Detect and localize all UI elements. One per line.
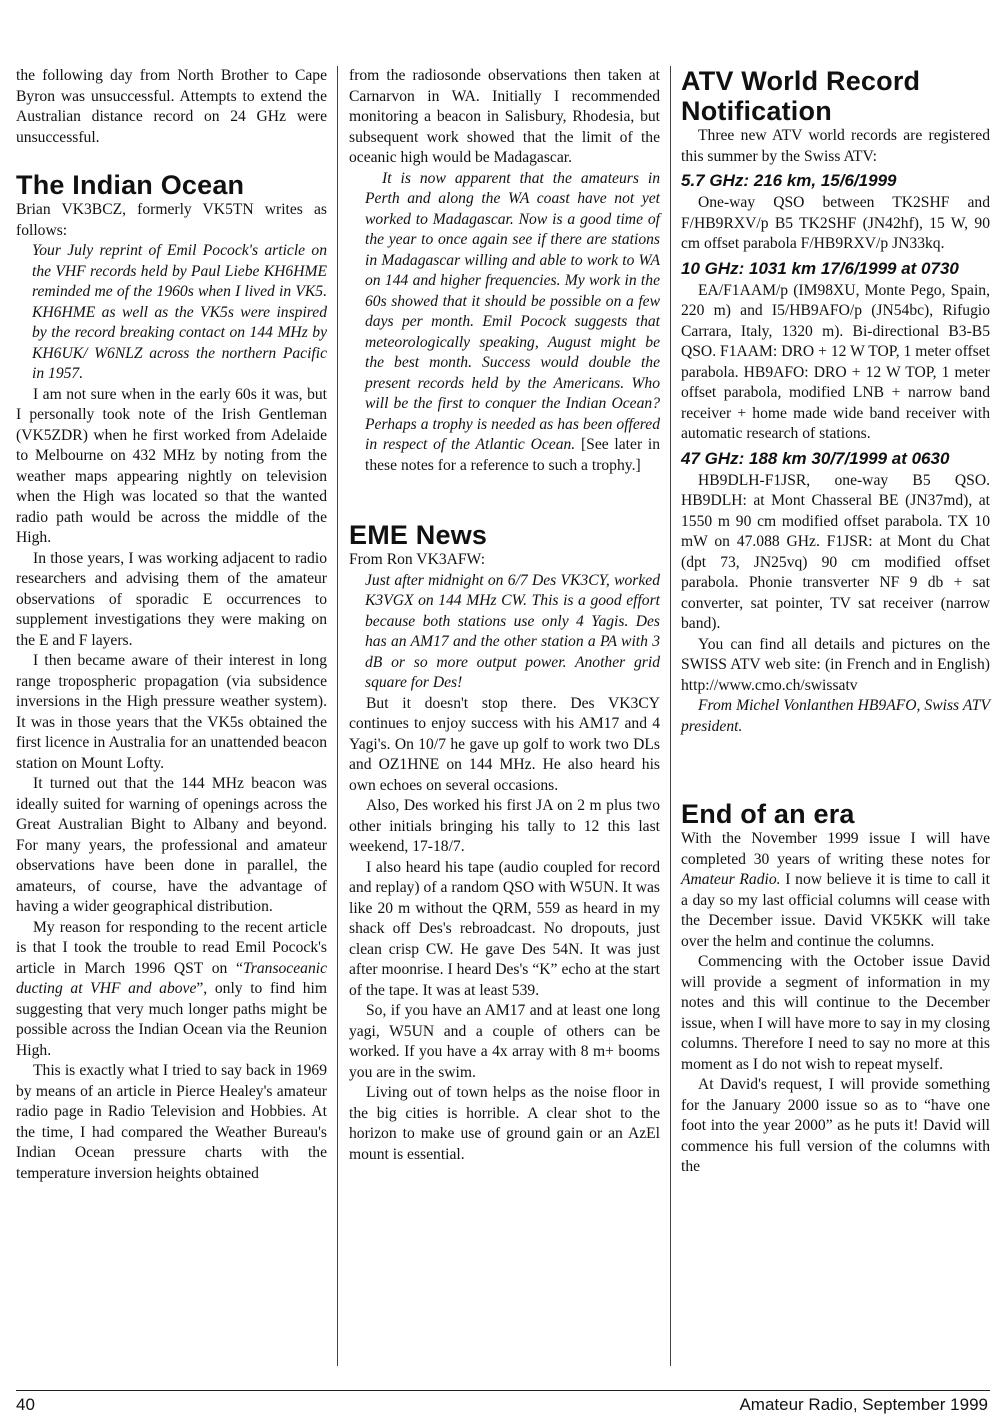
text-span: I now believe it is time to call it a day so my last official columns will cease with the December issue. David VK5KK will take over the helm and continue the columns.: [681, 871, 991, 950]
paragraph: At David's request, I will provide something for the January 2000 issue so as to “have one foot into the year 2000” as he puts it! David will commence his full version of the columns with the: [681, 1076, 990, 1175]
paragraph: From Ron VK3AFW:: [349, 551, 486, 568]
footer-rule: [16, 1390, 990, 1391]
footer-title: Amateur Radio, September 1999: [739, 1395, 988, 1414]
attribution: From Michel Vonlanthen HB9AFO, Swiss ATV president.: [681, 697, 990, 735]
heading-indian-ocean: The Indian Ocean: [16, 170, 245, 200]
paragraph: I then became aware of their interest in long range tropospheric propagation (via subsidence inversions in the High pressure weather system). It was in those years that the VK5s obtained the first licence in Australia for an unattended beacon station on Mount Lofty.: [16, 652, 327, 772]
column-1: [16, 66, 327, 1184]
paragraph: You can find all details and pictures on the SWISS ATV web site: (in French and in English) http://www.cmo.ch/swissatv: [681, 635, 990, 694]
paragraph: Also, Des worked his first JA on 2 m plus two other initials bringing his tally to 12 this last weekend, 17-18/7.: [349, 797, 660, 855]
subheading-47ghz: 47 GHz: 188 km 30/7/1999 at 0630: [681, 448, 950, 468]
paragraph: the following day from North Brother to Cape Byron was unsuccessful. Attempts to extend the Australian distance record on 24 GHz were unsuccessful.: [16, 67, 327, 146]
column-2: [349, 66, 660, 1165]
italic-title: Amateur Radio.: [681, 871, 781, 888]
subheading-5-7ghz: 5.7 GHz: 216 km, 15/6/1999: [681, 171, 897, 190]
paragraph: Brian VK3BCZ, formerly VK5TN writes as follows:: [16, 201, 327, 239]
quote-paragraph: [349, 169, 660, 477]
paragraph: In those years, I was working adjacent to radio researchers and advising them of the amateur observations of sporadic E occurrences to supplement investigations they were making on the E and F layers.: [16, 549, 327, 649]
paragraph: EA/F1AAM/p (IM98XU, Monte Pego, Spain, 220 m) and I5/HB9AFO/p (JN54bc), Rifugio Carrara, Italy, 1320 m). Bi-directional B3-B5 QSO. F1AAM: DRO + 12 W TOP, 1 meter offset parabola. HB9AFO: DRO + 12 W TOP, 1 meter offset parabola, modified LNB + narrow band receiver + home made wide band receiver with automatic research of stations.: [681, 281, 990, 442]
text-span: It is now apparent that the amateurs in Perth and along the WA coast have not yet worked to Madagascar. Now is a good time of the year to once again see if there are stations in Madagascar willing and able to work to WA on 144 and higher frequencies. My work in the 60s showed that it should be possible on a few days per month. Emil Pocock suggests that meteorologically speaking, August might be the best month. Success would double the present records held by the Americans. Who will be the first to conquer the Indian Ocean? Perhaps a trophy is needed as has been offered in respect of the Atlantic Ocean.: [365, 169, 660, 453]
heading-end-of-era: End of an era: [681, 799, 855, 829]
text-span: With the November 1999 issue I will have completed 30 years of writing these notes for: [681, 830, 990, 868]
column-divider: [670, 66, 671, 1366]
paragraph: One-way QSO between TK2SHF and F/HB9RXV/p B5 TK2SHF (JN42hf), 15 W, 90 cm offset parabola F/HB9RXV/p JN33kq.: [681, 194, 990, 252]
text-span: [See later in these notes for a reference to such a trophy.]: [365, 436, 661, 474]
paragraph: from the radiosonde observations then taken at Carnarvon in WA. Initially I recommended monitoring a beacon in Salisbury, Rhodesia, but subsequent work showed that the limit of the oceanic high would be Madagascar.: [349, 67, 660, 166]
paragraph: But it doesn't stop there. Des VK3CY continues to enjoy success with his AM17 and 4 Yagi's. On 10/7 he gave up golf to work two DLs and OZ1HNE on 144 MHz. He also heard his own echoes on several occasions.: [349, 694, 660, 794]
text-span: ”, only to find him suggesting that very much longer paths might be possible across the Indian Ocean via the Reunion High.: [16, 980, 327, 1059]
subheading-10ghz: 10 GHz: 1031 km 17/6/1999 at 0730: [681, 258, 959, 278]
paragraph: HB9DLH-F1JSR, one-way B5 QSO. HB9DLH: at Mont Chasseral BE (JN37md), at 1550 m 90 cm modified offset parabola. TX 10 mW on 47.088 GHz. F1JSR: at Mont du Chat (dpt 73, JN25vq) 90 cm modified offset parabola. Phonie transverter NF 9 db + sat converter, sat pointer, TV sat receiver (narrow band).: [681, 471, 990, 632]
paragraph: I also heard his tape (audio coupled for record and replay) of a random QSO with W5UN. It was like 20 m without the QRM, 559 as heard in my shack off Des's rebroadcast. No dropouts, just clean crisp CW. He gave Des 54N. It was just after moonrise. I heard Des's “K” echo at the start of the tape. It was at least 539.: [349, 858, 660, 999]
paragraph: Three new ATV world records are registered this summer by the Swiss ATV:: [681, 127, 990, 165]
heading-atv-record: ATV World Record Notification: [681, 66, 921, 126]
paragraph: It turned out that the 144 MHz beacon was ideally suited for warning of openings across the Great Australian Bight to Albany and beyond. For many years, the professional and amateur observations have been done in parallel, the amateurs, of course, have the advantage of having a wider geographical distribution.: [16, 775, 327, 915]
page-number: 40: [16, 1395, 35, 1414]
column-divider: [337, 66, 338, 1366]
paragraph: [16, 918, 327, 1062]
paragraph: This is exactly what I tried to say back in 1969 by means of an article in Pierce Healey's amateur radio page in Radio Television and Hobbies. At the time, I had compared the Weather Bureau's Indian Ocean pressure charts with the temperature inversion heights obtained: [16, 1062, 327, 1182]
paragraph: Living out of town helps as the noise floor in the big cities is horrible. A clear shot to the horizon to make use of ground gain or an AzEl mount is essential.: [349, 1084, 660, 1163]
italic-title: Transoceanic ducting at VHF and above: [16, 959, 327, 997]
paragraph: I am not sure when in the early 60s it was, but I personally took note of the Irish Gentleman (VK5ZDR) when he first worked from Adelaide to Melbourne on 432 MHz by noting from the weather maps appearing nightly on television when the High was located so that the wanted radio path would be across the middle of the High.: [16, 385, 327, 546]
quote-paragraph: Your July reprint of Emil Pocock's article on the VHF records held by Paul Liebe KH6HME reminded me of the 1960s when I lived in VK5. KH6HME as well as the VK5s were inspired by the record breaking contact on 144 MHz by KH6UK/ W6NLZ across the northern Pacific in 1957.: [32, 242, 327, 382]
paragraph: So, if you have an AM17 and at least one long yagi, W5UN and a couple of others can be worked. If you have a 4x array with 8 m+ booms you are in the swim.: [349, 1002, 660, 1081]
heading-eme-news: EME News: [349, 520, 488, 550]
quote-paragraph: Just after midnight on 6/7 Des VK3CY, worked K3VGX on 144 MHz CW. This is a good effort because both stations use only 4 Yagis. Des has an AM17 and the other station a PA with 3 dB or so more output power. Another grid square for Des!: [365, 571, 660, 691]
column-3: [681, 66, 990, 1178]
paragraph: Commencing with the October issue David will provide a segment of information in my notes and this will continue to the December issue, when I will have more to say in my closing columns. Therefore I need to say no more at this moment as I do not wish to repeat myself.: [681, 953, 990, 1073]
paragraph: [681, 829, 990, 952]
text-span: My reason for responding to the recent article is that I took the trouble to read Emil Pocock's article in March 1996 QST on “: [16, 918, 327, 977]
